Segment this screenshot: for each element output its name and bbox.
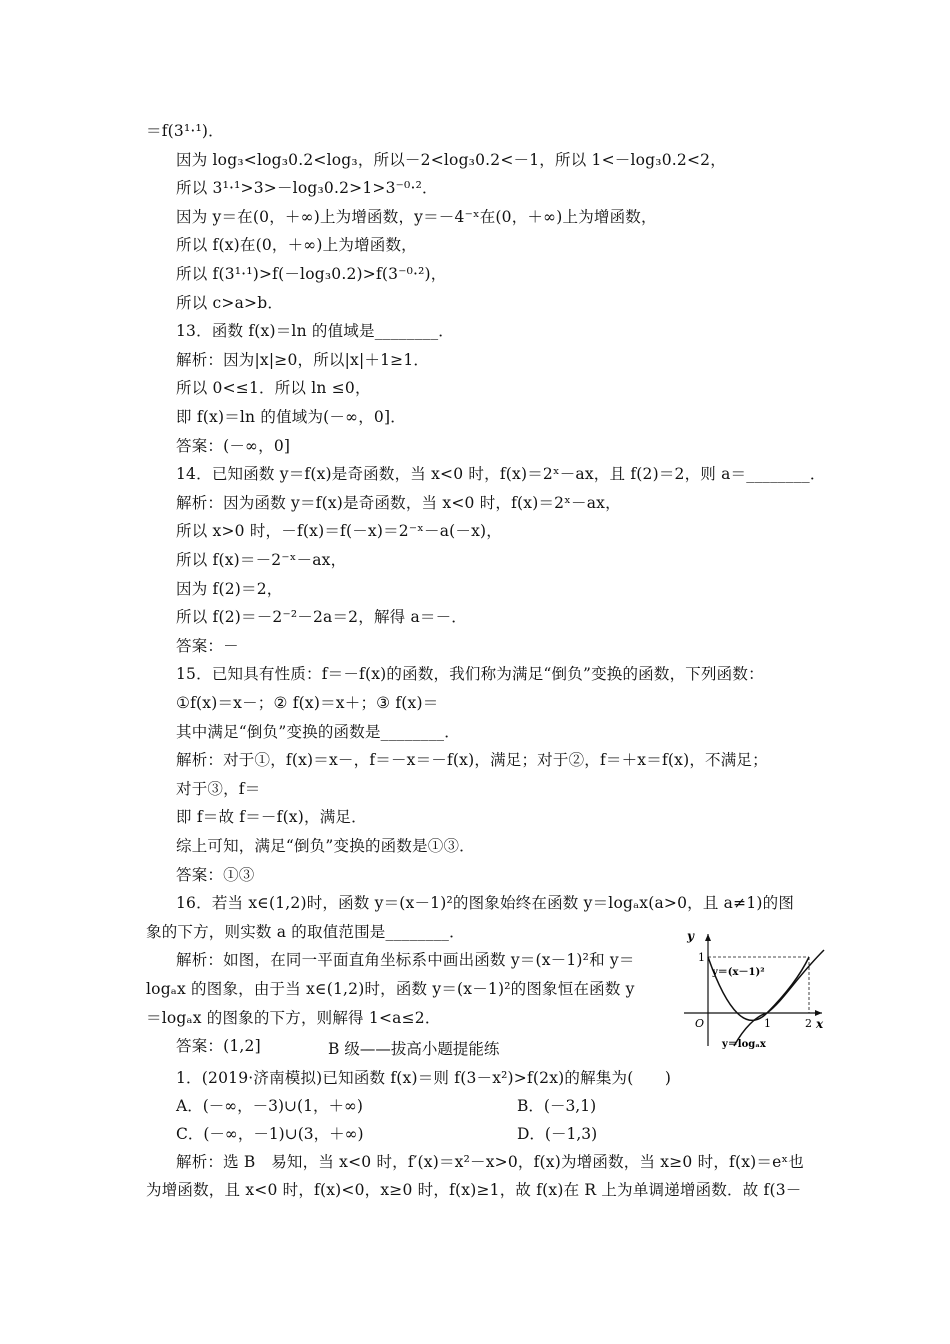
x-axis-arrow: [815, 1010, 822, 1016]
text-line: 解析：因为|x|≥0，所以|x|＋1≥1．: [176, 351, 430, 369]
question-1-analysis-line-1: 解析：选 B 易知，当 x<0 时，f′(x)＝x²－x>0，f(x)为增函数，当 x≥0 时，f(x)＝eˣ也: [176, 1153, 804, 1171]
text-line: ①f(x)＝x－；② f(x)＝x＋；③ f(x)＝: [176, 694, 439, 712]
text-line: 因为 y＝在(0，＋∞)上为增函数，y＝－4⁻ˣ在(0，＋∞)上为增函数，: [176, 208, 657, 226]
text-line: 所以 f(3¹·¹)>f(－log₃0.2)>f(3⁻⁰·²)，: [176, 265, 447, 283]
text-line: 所以 3¹·¹>3>－log₃0.2>1>3⁻⁰·²．: [176, 179, 438, 197]
text-line: 所以 f(x)＝－2⁻ˣ－ax，: [176, 551, 347, 569]
section-b-title: B 级——拔高小题提能练: [328, 1040, 500, 1058]
option-d: D．(－1,3): [517, 1125, 598, 1143]
text-line: 所以 f(x)在(0，＋∞)上为增函数，: [176, 236, 417, 254]
text-line: 其中满足“倒负”变换的函数是________．: [176, 723, 460, 741]
text-line: 13．函数 f(x)＝ln 的值域是________．: [176, 322, 454, 340]
tick-y-1: 1: [698, 951, 705, 964]
text-line: 答案：①③: [176, 866, 255, 884]
option-c: C．(－∞，－1)∪(3，＋∞): [176, 1125, 364, 1143]
text-line: logₐx 的图象，由于当 x∈(1,2)时，函数 y＝(x－1)²的图象恒在函数 y: [146, 980, 635, 998]
parabola-label: y＝(x－1)²: [712, 967, 765, 978]
option-b: B．(－3,1): [517, 1097, 597, 1115]
text-line: 解析：因为函数 y＝f(x)是奇函数，当 x<0 时，f(x)＝2ˣ－ax，: [176, 494, 621, 512]
log-label: y＝logₐx: [722, 1039, 766, 1050]
text-line: 象的下方，则实数 a 的取值范围是________．: [146, 923, 465, 941]
x-axis-label: x: [816, 1017, 824, 1031]
text-line: 答案：－: [176, 637, 239, 655]
y-axis-arrow: [705, 934, 711, 941]
text-line: 即 f＝故 f＝－f(x)，满足．: [176, 808, 367, 826]
text-line: 14．已知函数 y＝f(x)是奇函数，当 x<0 时，f(x)＝2ˣ－ax，且 f(2)＝2，则 a＝________．: [176, 465, 826, 483]
log-curve: [734, 950, 824, 1046]
text-line: ＝f(3¹·¹)．: [146, 122, 224, 140]
text-line: 因为 log₃<log₃0.2<log₃，所以－2<log₃0.2<－1，所以 1<－log₃0.2<2，: [176, 151, 726, 169]
tick-x-2: 2: [805, 1017, 812, 1030]
y-axis-label: y: [687, 929, 694, 943]
text-line: 解析：对于①，f(x)＝x－，f＝－x＝－f(x)，满足；对于②，f＝＋x＝f(x)，不满足；: [176, 751, 768, 769]
text-line: 所以 f(2)＝－2⁻²－2a＝2，解得 a＝－．: [176, 608, 468, 626]
text-line: 解析：如图，在同一平面直角坐标系中画出函数 y＝(x－1)²和 y＝: [176, 951, 635, 969]
text-line: 所以 x>0 时，－f(x)＝f(－x)＝2⁻ˣ－a(－x)，: [176, 522, 502, 540]
origin-label: O: [695, 1017, 705, 1030]
text-line: 16．若当 x∈(1,2)时，函数 y＝(x－1)²的图象始终在函数 y＝logₐx(a>0，且 a≠1)的图: [176, 894, 795, 912]
tick-x-1: 1: [764, 1017, 771, 1030]
text-line: 即 f(x)＝ln 的值域为(－∞，0]．: [176, 408, 406, 426]
text-line: 综上可知，满足“倒负”变换的函数是①③．: [176, 837, 475, 855]
function-graph: [676, 928, 826, 1050]
text-line: 所以 0<≤1．所以 ln ≤0，: [176, 379, 371, 397]
question-1-stem: 1．(2019·济南模拟)已知函数 f(x)＝则 f(3－x²)>f(2x)的解集为( ): [176, 1069, 672, 1087]
option-a: A．(－∞，－3)∪(1，＋∞): [176, 1097, 363, 1115]
text-line: 因为 f(2)＝2，: [176, 580, 283, 598]
text-line: 对于③，f＝: [176, 780, 261, 798]
text-line: 15．已知具有性质：f＝－f(x)的函数，我们称为满足“倒负”变换的函数，下列函数：: [176, 665, 764, 683]
text-line: 所以 c>a>b．: [176, 294, 284, 312]
text-line: ＝logₐx 的图象的下方，则解得 1<a≤2．: [146, 1009, 441, 1027]
text-line: 答案：(－∞，0]: [176, 437, 291, 455]
text-line: 答案：(1,2]: [176, 1037, 261, 1055]
question-1-analysis-line-2: 为增函数，且 x<0 时，f(x)<0，x≥0 时，f(x)≥1，故 f(x)在 R 上为单调递增函数．故 f(3－: [146, 1181, 802, 1199]
